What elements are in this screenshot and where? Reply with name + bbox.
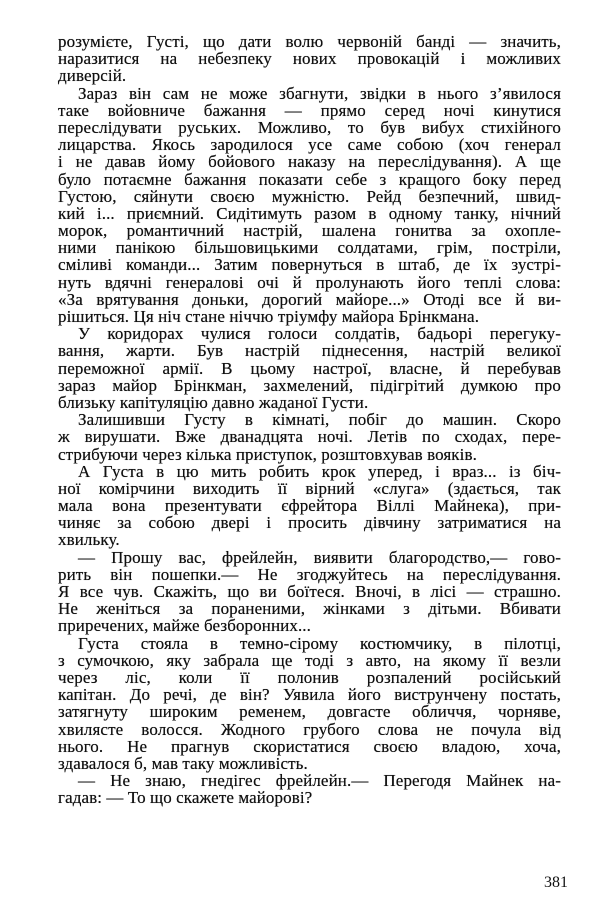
text-line: хвилясте волосся. Жодного грубого слова не почула від: [58, 719, 561, 739]
paragraph-first-line: Зараз він сам не може збагнути, звідки в нього з’явилося: [78, 83, 561, 103]
text-line: «За врятування доньки, дорогий майоре...» Отоді все й ви-: [58, 289, 561, 309]
paragraph-first-line: А Густа в цю мить робить крок уперед, і враз... із біч-: [78, 461, 561, 481]
text-line: чиняє за собою двері і просить дівчину затриматися на: [58, 513, 561, 533]
text-line: Я все чув. Скажіть, що ви боїтеся. Вночі, в лісі — страшно.: [58, 582, 561, 601]
text-line: розумієте, Густі, що дати волю червоній банді — значить,: [58, 32, 561, 51]
text-line: переможної армії. В цьому настрої, власне, й перебував: [58, 358, 561, 378]
text-line: гадав: — То що скажете майорові?: [58, 788, 313, 808]
text-line: кий і... приємний. Сидітимуть разом в одному танку, нічний: [58, 203, 561, 223]
book-page-text: [58, 33, 561, 806]
text-line: було потаємне бажання показати себе з кращого боку перед: [58, 169, 561, 189]
text-line: сміливі команди... Затим повернуться в штаб, де їх зустрі-: [58, 255, 561, 275]
text-line: диверсій.: [58, 66, 127, 86]
text-line: таке войовниче бажання — прямо серед ночі кинутися: [58, 100, 561, 120]
text-line: мала вона презентувати єфрейтора Віллі Майнека), при-: [58, 496, 561, 516]
text-line: ної комірчини виходить її вірний «слуга» (здається, так: [58, 478, 561, 498]
text-line: хвильку.: [58, 530, 120, 550]
text-line: Не женіться за пораненими, жінками з дітьми. Вбивати: [58, 599, 561, 619]
text-line: приречених, майже безборонних...: [58, 616, 311, 636]
text-line: нього. Не прагнув скористатися своєю владою, хоча,: [58, 736, 561, 756]
text-line: капітан. До речі, де він? Уявила його виструнчену постать,: [58, 685, 561, 705]
text-line: затягнуту широким ременем, довгасте обличчя, чорняве,: [58, 702, 561, 722]
text-line: через ліс, коли її полонив розпалений російський: [58, 667, 561, 687]
text-line: стрибуючи через кілька приступок, розштовхував вояків.: [58, 444, 477, 464]
paragraph-first-line: Залишивши Густу в кімнаті, побіг до машин. Скоро: [78, 410, 561, 430]
text-line: ними панікою більшовицькими солдатами, грім, постріли,: [58, 238, 561, 258]
text-line: рить він пошепки.— Не згоджуйтесь на переслідування.: [58, 564, 561, 584]
text-line: зараз майор Брінкман, захмелений, підігрітий думкою про: [58, 375, 561, 395]
text-line: лицарства. Якось зародилося усе саме собою (хоч генерал: [58, 135, 561, 155]
text-line: близьку капітуляцію давно жаданої Густи.: [58, 392, 369, 412]
page-number: 381: [544, 874, 568, 891]
text-line: здавалося б, мав таку можливість.: [58, 753, 308, 773]
paragraph-first-line: У коридорах чулися голоси солдатів, бадьорі перегуку-: [78, 324, 561, 344]
text-line: морок, романтичний настрій, шалена гонитва за охопле-: [58, 221, 561, 241]
text-line: ж вирушати. Вже дванадцята ночі. Летів по сходах, пере-: [58, 427, 561, 447]
text-line: переслідувати руських. Можливо, то був вибух стихійного: [58, 117, 561, 137]
text-line: наразитися на небезпеку нових провокацій і можливих: [58, 49, 561, 69]
paragraph-first-line: — Не знаю, гнедігес фрейлейн.— Перегодя Майнек на-: [78, 771, 561, 791]
text-line: вання, жарти. Був настрій піднесення, настрій великої: [58, 341, 561, 361]
text-line: Густою, сяйнути своєю мужністю. Рейд безпечний, швид-: [58, 186, 561, 206]
text-line: з сумочкою, яку забрала ще тоді з авто, на якому її везли: [58, 650, 561, 670]
text-line: рішиться. Ця ніч стане ніччю тріумфу майора Брінкмана.: [58, 307, 480, 326]
paragraph-first-line: Густа стояла в темно-сірому костюмчику, в пілотці,: [78, 633, 561, 653]
text-line: і не давав йому бойового наказу на переслідування). А ще: [58, 152, 561, 172]
paragraph-first-line: — Прошу вас, фрейлейн, виявити благородство,— гово-: [78, 547, 561, 567]
text-line: нуть вдячні генералові очі й пролунають його теплі слова:: [58, 272, 561, 292]
